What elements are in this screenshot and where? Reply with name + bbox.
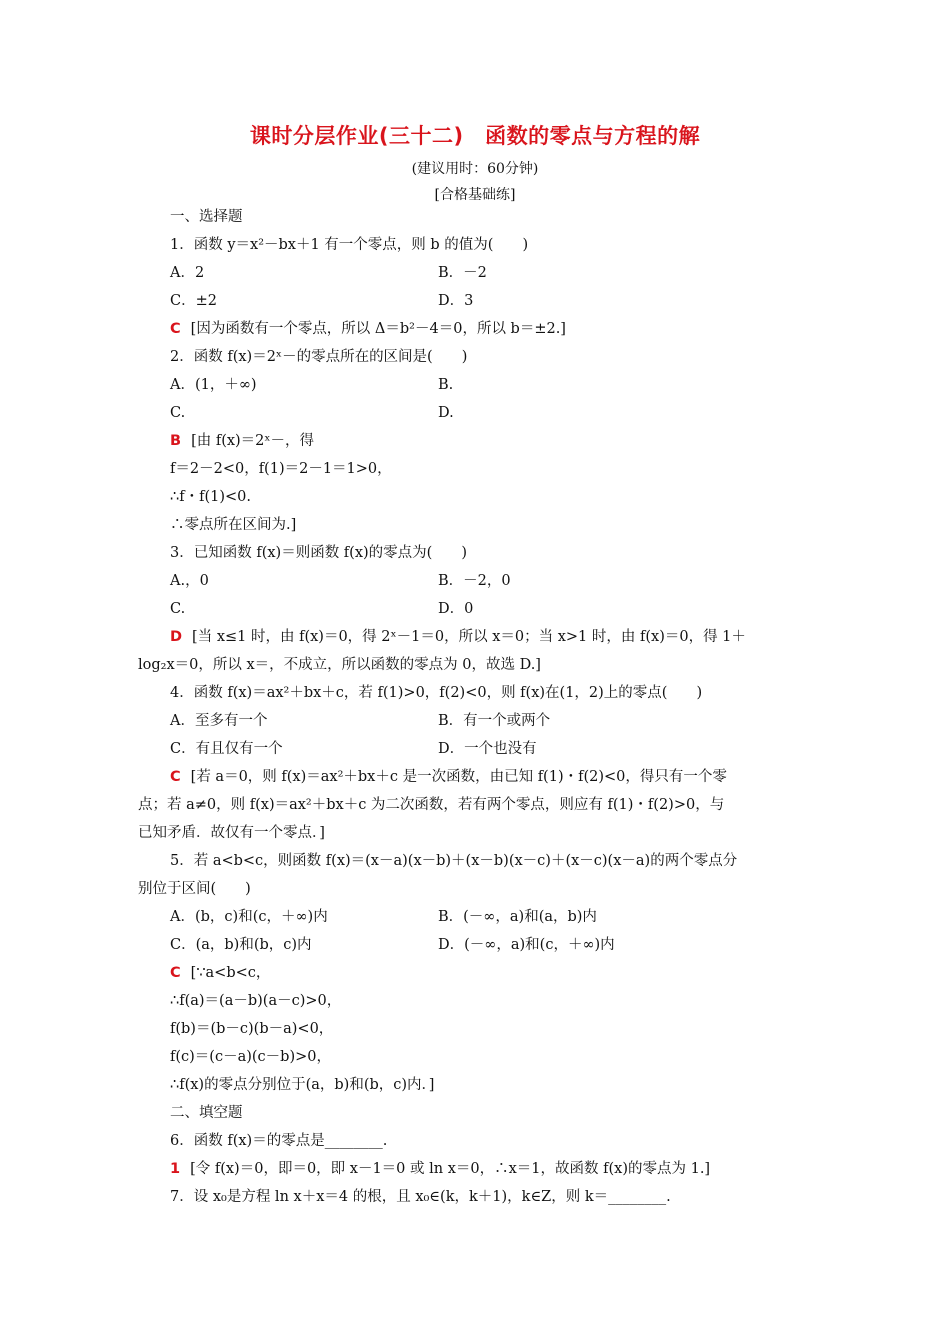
explanation: 点；若 a≠0，则 f(x)＝ax²＋bx＋c 为二次函数，若有两个零点，则应有 f(1)・f(2)>0，与: [138, 797, 725, 813]
explanation: 已知矛盾．故仅有一个零点．]: [138, 825, 325, 841]
explanation: ∴零点所在区间为.]: [170, 517, 297, 533]
answer-line: [170, 963, 270, 983]
question-5-cont: 别位于区间( ): [138, 881, 251, 897]
option-b: B.: [438, 377, 454, 393]
answer-line: [170, 431, 314, 451]
question-6: 6．函数 f(x)＝的零点是________.: [170, 1133, 388, 1149]
option-c: C.: [170, 405, 186, 421]
question-7: 7．设 x₀是方程 ln x＋x＝4 的根，且 x₀∈(k，k＋1)，k∈Z，则 k＝________.: [170, 1189, 671, 1205]
option-a: A．2: [170, 265, 205, 281]
question-5: 5．若 a<b<c，则函数 f(x)＝(x－a)(x－b)＋(x－b)(x－c)＋(x－c)(x－a)的两个零点分: [170, 853, 738, 869]
option-b: B．－2: [438, 265, 487, 281]
section-heading: 二、填空题: [170, 1105, 243, 1121]
answer-key: 1: [170, 1161, 181, 1177]
answer-line: [170, 1159, 710, 1179]
option-b: B．(－∞，a)和(a，b)内: [438, 909, 597, 925]
page-title: 课时分层作业(三十二) 函数的零点与方程的解: [249, 124, 701, 148]
explanation: ∴f(a)＝(a－b)(a－c)>0，: [170, 993, 342, 1009]
section-heading: 一、选择题: [170, 209, 243, 225]
option-c: C．±2: [170, 293, 217, 309]
answer-line: [170, 319, 566, 339]
option-c: C．(a，b)和(b，c)内: [170, 937, 312, 953]
answer-key: C: [170, 965, 181, 981]
explanation: f(c)＝(c－a)(c－b)>0，: [170, 1049, 331, 1065]
option-d: D．3: [438, 293, 474, 309]
option-a: A．(b，c)和(c，＋∞)内: [170, 909, 328, 925]
question-3: 3．已知函数 f(x)＝则函数 f(x)的零点为( ): [170, 545, 467, 561]
option-b: B．有一个或两个: [438, 713, 551, 729]
explanation: [令 f(x)＝0，即＝0，即 x－1＝0 或 ln x＝0，∴x＝1，故函数 f(x)的零点为 1.]: [190, 1161, 711, 1177]
option-d: D.: [438, 405, 454, 421]
explanation: [若 a＝0，则 f(x)＝ax²＋bx＋c 是一次函数，由已知 f(1)・f(2)<0，得只有一个零: [190, 769, 727, 785]
question-2: 2．函数 f(x)＝2ˣ－的零点所在的区间是( ): [170, 349, 468, 365]
answer-key: C: [170, 769, 181, 785]
explanation: [∵a<b<c，: [190, 965, 271, 981]
answer-line: [170, 627, 746, 647]
answer-key: D: [170, 629, 183, 645]
answer-key: B: [170, 433, 182, 449]
question-4: 4．函数 f(x)＝ax²＋bx＋c，若 f(1)>0，f(2)<0，则 f(x)在(1，2)上的零点( ): [170, 685, 703, 701]
option-c: C．有且仅有一个: [170, 741, 283, 757]
option-a: A．(1，＋∞): [170, 377, 257, 393]
explanation: [由 f(x)＝2ˣ－，得: [191, 433, 315, 449]
option-d: D．0: [438, 601, 474, 617]
option-c: C.: [170, 601, 186, 617]
question-1: 1．函数 y＝x²－bx＋1 有一个零点，则 b 的值为( ): [170, 237, 529, 253]
explanation: ∴f・f(1)<0.: [170, 489, 251, 505]
answer-key: C: [170, 321, 181, 337]
explanation: log₂x＝0，所以 x＝，不成立，所以函数的零点为 0，故选 D.]: [138, 657, 541, 673]
explanation: ∴f(x)的零点分别位于(a，b)和(b，c)内．]: [170, 1077, 435, 1093]
option-d: D．(－∞，a)和(c，＋∞)内: [438, 937, 615, 953]
explanation: [当 x≤1 时，由 f(x)＝0，得 2ˣ－1＝0，所以 x＝0；当 x>1 时，由 f(x)＝0，得 1＋: [192, 629, 746, 645]
option-a: A．至多有一个: [170, 713, 268, 729]
explanation: [因为函数有一个零点，所以 Δ＝b²－4＝0，所以 b＝±2.]: [190, 321, 566, 337]
explanation: f(b)＝(b－c)(b－a)<0，: [170, 1021, 334, 1037]
time-hint: (建议用时：60分钟): [411, 161, 539, 177]
explanation: f＝2－2<0，f(1)＝2－1＝1>0，: [170, 461, 392, 477]
answer-line: [170, 767, 727, 787]
option-a: A.，0: [170, 573, 209, 589]
option-b: B．－2，0: [438, 573, 511, 589]
level-label: [合格基础练]: [434, 187, 516, 203]
option-d: D．一个也没有: [438, 741, 537, 757]
